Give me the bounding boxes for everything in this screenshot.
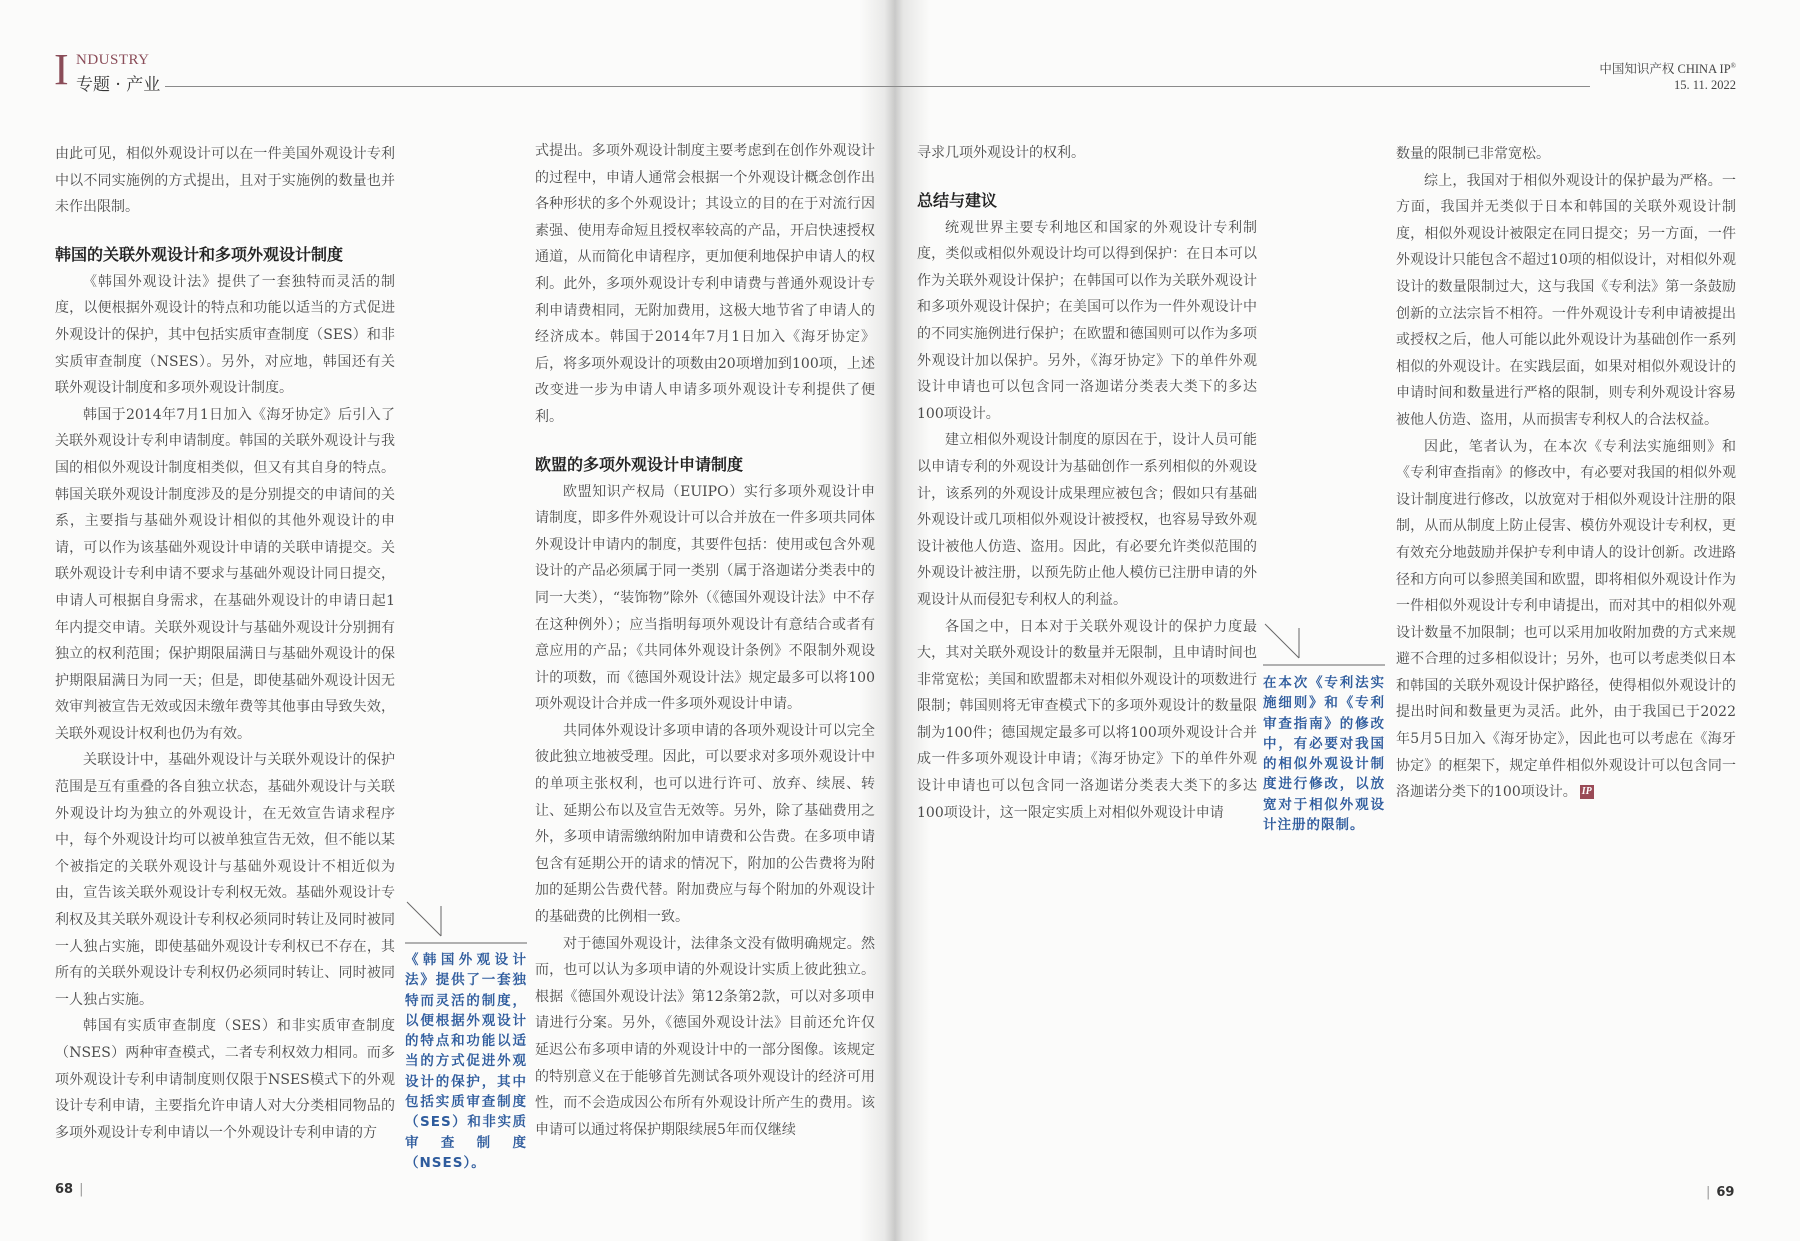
- pullquote-arrow-icon: [1263, 622, 1385, 668]
- section-heading: 韩国的关联外观设计和多项外观设计制度: [55, 244, 344, 264]
- paragraph: 由此可见，相似外观设计可以在一件美国外观设计专利中以不同实施例的方式提出，且对于实施例的数量也并未作出限制。: [55, 146, 395, 216]
- paragraph: 寻求几项外观设计的权利。: [917, 145, 1085, 161]
- paragraph-text: 因此，笔者认为，在本次《专利法实施细则》和《专利审查指南》的修改中，有必要对我国的相似外观设计制度进行修改，以放宽对于相似外观设计注册的限制，从而从制度上防止侵害、模仿外观设计专利权，更有效充分地鼓励并保护专利申请人的设计创新。改进路径和方向可以参照美国和欧盟，即将相似外观设计作为一件相似外观设计专利申请提出，而对其中的相似外观设计数量不加限制；也可以采用加收附加费的方式来规避不合理的过多相似设计；另外，也可以考虑类似日本和韩国的关联外观设计保护路径，使得相似外观设计的提出时间和数量更为灵活。此外，由于我国已于2022年5月5日加入《海牙协定》，因此也可以考虑在《海牙协定》的框架下，规定单件相似外观设计可以包含同一洛迦诺分类下的100项设计。: [1396, 438, 1736, 801]
- page-number-divider: |: [79, 1182, 84, 1197]
- paragraph: 韩国于2014年7月1日加入《海牙协定》后引入了关联外观设计专利申请制度。韩国的关联外观设计与我国的相似外观设计制度相类似，但又有其自身的特点。韩国关联外观设计制度涉及的是分别提交的申请间的关系，主要指与基础外观设计相似的其他外观设计的申请，可以作为该基础外观设计申请的关联申请提交。关联外观设计专利申请不要求与基础外观设计同日提交，申请人可根据自身需求，在基础外观设计的申请日起1年内提交申请。关联外观设计与基础外观设计分别拥有独立的权利范围；保护期限届满日与基础外观设计的保护期限届满日为同一天；但是，即使基础外观设计因无效审判被宣告无效或因未缴年费等其他事由导致失效，关联外观设计权利也仍为有效。: [55, 406, 395, 742]
- paragraph: 数量的限制已非常宽松。: [1396, 146, 1550, 162]
- ip-end-mark-logo: IP: [1581, 786, 1592, 798]
- page-number: 68: [55, 1182, 74, 1197]
- paragraph: 韩国有实质审查制度（SES）和非实质审查制度（NSES）两种审查模式，二者专利权效力相同。而多项外观设计专利申请制度则仅限于NSES模式下的外观设计专利申请，主要指允许申请人对大分类相同物品的多项外观设计专利申请以一个外观设计专利申请的方: [55, 1018, 395, 1141]
- column-1: [55, 141, 395, 1146]
- column-3: [917, 140, 1257, 826]
- page-number-divider: |: [1706, 1185, 1711, 1200]
- paragraph: 欧盟知识产权局（EUIPO）实行多项外观设计申请制度，即多件外观设计可以合并放在一件多项共同体外观设计申请内的制度，其要件包括：使用或包含外观设计的产品必须属于同一类别（属于洛迦诺分类表中的同一大类），“装饰物”除外（《德国外观设计法》中不存在这种例外）；应当指明每项外观设计有意结合或者有意应用的产品；《共同体外观设计条例》不限制外观设计的项数，而《德国外观设计法》规定最多可以将100项外观设计合并成一件多项外观设计申请。: [535, 483, 875, 713]
- section-heading: 欧盟的多项外观设计申请制度: [535, 454, 744, 474]
- paragraph: 建立相似外观设计制度的原因在于，设计人员可能以申请专利的外观设计为基础创作一系列相似的外观设计，该系列的外观设计成果理应被包含；假如只有基础外观设计或几项相似外观设计被授权，也容易导致外观设计被他人仿造、盗用。因此，有必要允许类似范围的外观设计被注册，以预先防止他人模仿已注册申请的外观设计从而侵犯专利权人的利益。: [917, 432, 1257, 608]
- paragraph: 对于德国外观设计，法律条文没有做明确规定。然而，也可以认为多项申请的外观设计实质上彼此独立。根据《德国外观设计法》第12条第2款，可以对多项申请进行分案。另外，《德国外观设计法》目前还允许仅延迟公布多项申请的外观设计中的一部分图像。该规定的特别意义在于能够首先测试各项外观设计的经济可用性，而不会造成因公布所有外观设计所产生的费用。该申请可以通过将保护期限续展5年而仅继续: [535, 935, 875, 1138]
- paragraph-final: [1396, 434, 1736, 806]
- paragraph: 《韩国外观设计法》提供了一套独特而灵活的制度，以便根据外观设计的特点和功能以适当的方式促进外观设计的保护，其中包括实质审查制度（SES）和非实质审查制度（NSES）。另外，对应地，韩国还有关联外观设计制度和多项外观设计制度。: [55, 273, 395, 397]
- column-2: [535, 138, 875, 1143]
- page-number-left: [55, 1182, 89, 1197]
- section-initial: I: [54, 45, 69, 94]
- header-rule: [165, 86, 1590, 87]
- page-number: 69: [1716, 1185, 1735, 1200]
- page-number-right: [1700, 1185, 1734, 1200]
- paragraph: 关联设计中，基础外观设计与关联外观设计的保护范围是互有重叠的各自独立状态，基础外观设计与关联外观设计均为独立的外观设计，在无效宣告请求程序中，每个外观设计均可以被单独宣告无效，但不能以某个被指定的关联外观设计与基础外观设计不相近似为由，宣告该关联外观设计专利权无效。基础外观设计专利权及其关联外观设计专利权必须同时转让及同时被同一人独占实施，即使基础外观设计专利权已不存在，其所有的关联外观设计专利权仍必须同时转让、同时被同一人独占实施。: [55, 752, 395, 1008]
- section-heading: 总结与建议: [917, 190, 998, 210]
- paragraph: 各国之中，日本对于关联外观设计的保护力度最大，其对关联外观设计的数量并无限制，且申请时间也非常宽松；美国和欧盟都未对相似外观设计的项数进行限制；韩国则将无审查模式下的多项外观设计的数量限制为100件；德国规定最多可以将100项外观设计合并成一件多项外观设计申请；《海牙协定》下的单件外观设计申请也可以包含同一洛迦诺分类表大类下的多达100项设计，这一限定实质上对相似外观设计申请: [917, 618, 1257, 821]
- paragraph: 共同体外观设计多项申请的各项外观设计可以完全彼此独立地被受理。因此，可以要求对多项外观设计中的单项主张权利，也可以进行许可、放弃、续展、转让、延期公布以及宣告无效等。另外，除了基础费用之外，多项申请需缴纳附加申请费和公告费。在多项申请包含有延期公开的请求的情况下，附加的公告费将为附加的延期公告费代替。附加费应与每个附加的外观设计的基础费的比例相一致。: [535, 722, 875, 926]
- pullquote-arrow-icon: [405, 900, 527, 946]
- pull-quote: 在本次《专利法实施细则》和《专利审查指南》的修改中，有必要对我国的相似外观设计制度进行修改，以放宽对于相似外观设计注册的限制。: [1263, 675, 1385, 834]
- paragraph: 综上，我国对于相似外观设计的保护最为严格。一方面，我国并无类似于日本和韩国的关联外观设计制度，相似外观设计被限定在同日提交；另一方面，一件外观设计只能包含不超过10项的相似设计，对相似外观设计的数量限制过大，这与我国《专利法》第一条鼓励创新的立法宗旨不相符。一件外观设计专利申请被提出或授权之后，他人可能以此外观设计为基础创作一系列相似的外观设计。在实践层面，如果对相似外观设计的申请时间和数量进行严格的限制，则专利外观设计容易被他人仿造、盗用，从而损害专利权人的合法权益。: [1396, 172, 1736, 428]
- paragraph: 统观世界主要专利地区和国家的外观设计专利制度，类似或相似外观设计均可以得到保护：在日本可以作为关联外观设计保护；在韩国可以作为关联外观设计和多项外观设计保护；在美国可以作为一件外观设计中的不同实施例进行保护；在欧盟和德国则可以作为多项外观设计加以保护。另外，《海牙协定》下的单件外观设计申请也可以包含同一洛迦诺分类表大类下的多达100项设计。: [917, 219, 1257, 422]
- registered-mark: ®: [1730, 62, 1736, 70]
- issue-date: 15. 11. 2022: [1673, 78, 1736, 93]
- pull-quote: 《韩国外观设计法》提供了一套独特而灵活的制度，以便根据外观设计的特点和功能以适当的方式促进外观设计的保护，其中包括实质审查制度（SES）和非实质审查制度（NSES）。: [405, 952, 527, 1171]
- column-4: [1396, 141, 1736, 806]
- section-title-en: NDUSTRY: [76, 52, 150, 68]
- magazine-name: 中国知识产权 CHINA IP: [1599, 62, 1731, 77]
- running-header: [1599, 58, 1736, 93]
- paragraph: 式提出。多项外观设计制度主要考虑到在创作外观设计的过程中，申请人通常会根据一个外观设计概念创作出各种形状的多个外观设计；其设立的目的在于对流行因素强、使用寿命短且授权率较高的产品，开启快速授权通道，从而简化申请程序，更加便利地保护申请人的权利。此外，多项外观设计专利申请费与普通外观设计专利申请费相同，无附加费用，这极大地节省了申请人的经济成本。韩国于2014年7月1日加入《海牙协定》后，将多项外观设计的项数由20项增加到100项，上述改变进一步为申请人申请多项外观设计专利提供了便利。: [535, 143, 875, 425]
- section-title-cn: 专题 · 产业: [76, 75, 161, 95]
